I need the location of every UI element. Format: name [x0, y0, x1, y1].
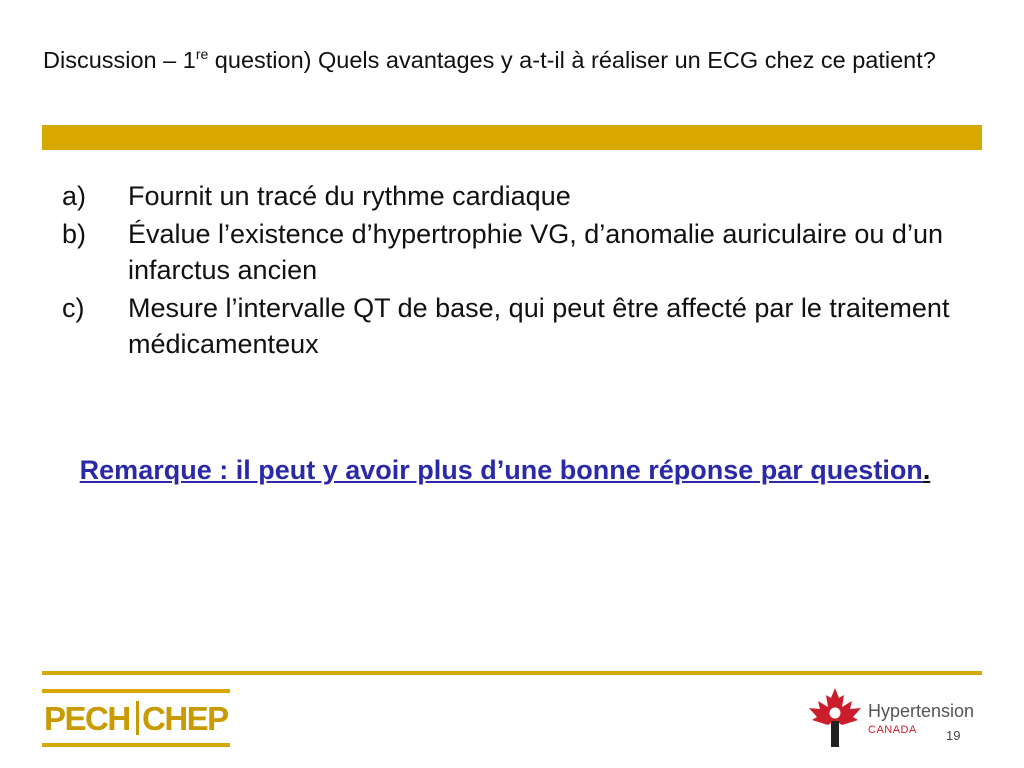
list-item-text: Évalue l’existence d’hypertrophie VG, d’anomalie auriculaire ou d’un infarctus ancien	[128, 219, 943, 285]
list-item-marker: a)	[62, 181, 87, 211]
logo-word-pech: PECH	[44, 700, 130, 737]
logo-top-bar	[42, 689, 230, 693]
logo-text-canada: CANADA	[868, 724, 917, 736]
slide-title-prefix: Discussion – 1	[43, 47, 196, 73]
slide-title-superscript: re	[195, 46, 209, 62]
list-item	[62, 178, 962, 214]
logo-word-chep: CHEP	[142, 700, 228, 737]
title-divider-bar	[42, 125, 982, 150]
logo-separator	[136, 701, 139, 735]
list-item-text: Mesure l’intervalle QT de base, qui peut être affecté par le traitement médicamenteux	[128, 293, 950, 359]
slide-title	[43, 44, 993, 77]
logo-text-hypertension: Hypertension	[868, 701, 975, 721]
page-number: 19	[946, 728, 961, 743]
list-item-text: Fournit un tracé du rythme cardiaque	[128, 181, 571, 211]
remark-text: Remarque : il peut y avoir plus d’une bonne réponse par question	[79, 455, 923, 485]
list-item-marker: c)	[62, 293, 85, 323]
maple-leaf-figure-icon	[806, 686, 864, 750]
list-item-marker: b)	[62, 219, 87, 249]
list-item	[62, 290, 962, 362]
logo-bottom-bar	[42, 743, 230, 747]
footer-divider-line	[42, 671, 982, 675]
remark-period: .	[922, 455, 931, 485]
list-item	[62, 216, 962, 288]
slide-title-suffix: question) Quels avantages y a-t-il à réaliser un ECG chez ce patient?	[208, 47, 936, 73]
pech-chep-logo	[42, 689, 230, 747]
answer-list	[62, 178, 962, 364]
remark-note	[60, 452, 950, 488]
